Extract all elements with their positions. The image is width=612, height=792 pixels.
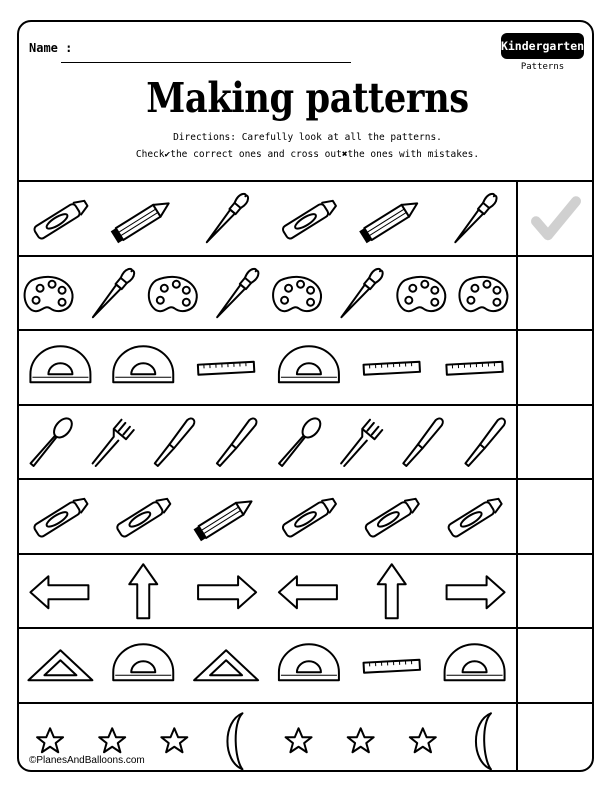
cross-icon: ✖ bbox=[341, 149, 348, 160]
set-square-icon bbox=[194, 650, 258, 680]
directions-middle-text: the correct ones and cross out bbox=[170, 149, 342, 160]
directions-line-1: Directions: Carefully look at all the patterns. bbox=[173, 132, 442, 143]
answer-box[interactable] bbox=[518, 704, 594, 773]
arrow-left-icon bbox=[279, 576, 337, 608]
answer-box[interactable] bbox=[518, 331, 594, 406]
paintbrush-icon bbox=[337, 266, 384, 320]
pattern-row bbox=[19, 180, 594, 255]
knife-icon bbox=[215, 416, 259, 466]
crayon-icon bbox=[364, 495, 421, 538]
pencil-icon bbox=[194, 495, 256, 541]
star-icon bbox=[286, 728, 312, 752]
name-field[interactable] bbox=[61, 62, 351, 63]
crayon-icon bbox=[447, 495, 504, 538]
answer-box[interactable] bbox=[518, 555, 594, 630]
directions-end-text: the ones with mistakes. bbox=[347, 149, 480, 160]
answer-box[interactable] bbox=[518, 629, 594, 704]
crayon-icon bbox=[33, 495, 90, 538]
arrow-left-icon bbox=[30, 576, 88, 608]
pattern-row bbox=[19, 255, 594, 330]
arrow-right-icon bbox=[198, 576, 256, 608]
pattern-row bbox=[19, 553, 594, 628]
topic-label: Patterns bbox=[520, 62, 565, 72]
arrow-up-icon bbox=[129, 564, 157, 618]
ruler-icon bbox=[446, 362, 502, 375]
pattern-row bbox=[19, 329, 594, 404]
star-icon bbox=[410, 728, 436, 752]
fork-icon bbox=[337, 419, 383, 469]
protractor-icon bbox=[113, 644, 173, 680]
star-icon bbox=[99, 728, 125, 752]
protractor-icon bbox=[279, 644, 339, 680]
answer-box[interactable] bbox=[518, 480, 594, 555]
palette-icon bbox=[397, 276, 445, 310]
protractor-icon bbox=[30, 346, 90, 382]
star-icon bbox=[161, 728, 187, 752]
copyright: ©PlanesAndBalloons.com bbox=[29, 755, 145, 766]
ruler-icon bbox=[364, 362, 420, 375]
answer-box[interactable] bbox=[518, 406, 594, 481]
ruler-icon bbox=[198, 362, 254, 375]
crayon-icon bbox=[281, 197, 338, 240]
protractor-icon bbox=[113, 346, 173, 382]
pencil-icon bbox=[359, 197, 421, 243]
moon-icon bbox=[227, 713, 242, 769]
directions-check-text: Check bbox=[135, 149, 165, 160]
worksheet bbox=[17, 20, 594, 772]
star-icon bbox=[37, 728, 63, 752]
set-square-icon bbox=[28, 650, 92, 680]
knife-icon bbox=[401, 416, 445, 466]
page-title: Making patterns bbox=[146, 74, 469, 122]
moon-icon bbox=[476, 713, 491, 769]
protractor-icon bbox=[445, 644, 505, 680]
paintbrush-icon bbox=[451, 192, 498, 246]
pattern-row bbox=[19, 478, 594, 553]
check-icon: ✔ bbox=[164, 149, 171, 160]
pattern-row bbox=[19, 627, 594, 702]
star-icon bbox=[348, 728, 374, 752]
ruler-icon bbox=[364, 660, 420, 673]
paintbrush-icon bbox=[203, 192, 250, 246]
crayon-icon bbox=[281, 495, 338, 538]
arrow-right-icon bbox=[447, 576, 505, 608]
paintbrush-icon bbox=[89, 266, 136, 320]
crayon-icon bbox=[116, 495, 173, 538]
pattern-row bbox=[19, 404, 594, 479]
name-label: Name : bbox=[29, 41, 73, 55]
directions-line-2 bbox=[19, 149, 594, 160]
knife-icon bbox=[152, 416, 196, 466]
answer-box[interactable] bbox=[518, 257, 594, 332]
spoon-icon bbox=[275, 415, 324, 469]
pencil-icon bbox=[111, 197, 173, 243]
palette-icon bbox=[149, 276, 197, 310]
answer-column-divider bbox=[516, 180, 518, 772]
palette-icon bbox=[25, 276, 73, 310]
arrow-up-icon bbox=[378, 564, 406, 618]
protractor-icon bbox=[279, 346, 339, 382]
spoon-icon bbox=[27, 415, 76, 469]
fork-icon bbox=[88, 419, 134, 469]
grade-badge: Kindergarten bbox=[501, 33, 584, 59]
paintbrush-icon bbox=[213, 266, 260, 320]
knife-icon bbox=[463, 416, 507, 466]
palette-icon bbox=[459, 276, 507, 310]
palette-icon bbox=[273, 276, 321, 310]
crayon-icon bbox=[33, 197, 90, 240]
